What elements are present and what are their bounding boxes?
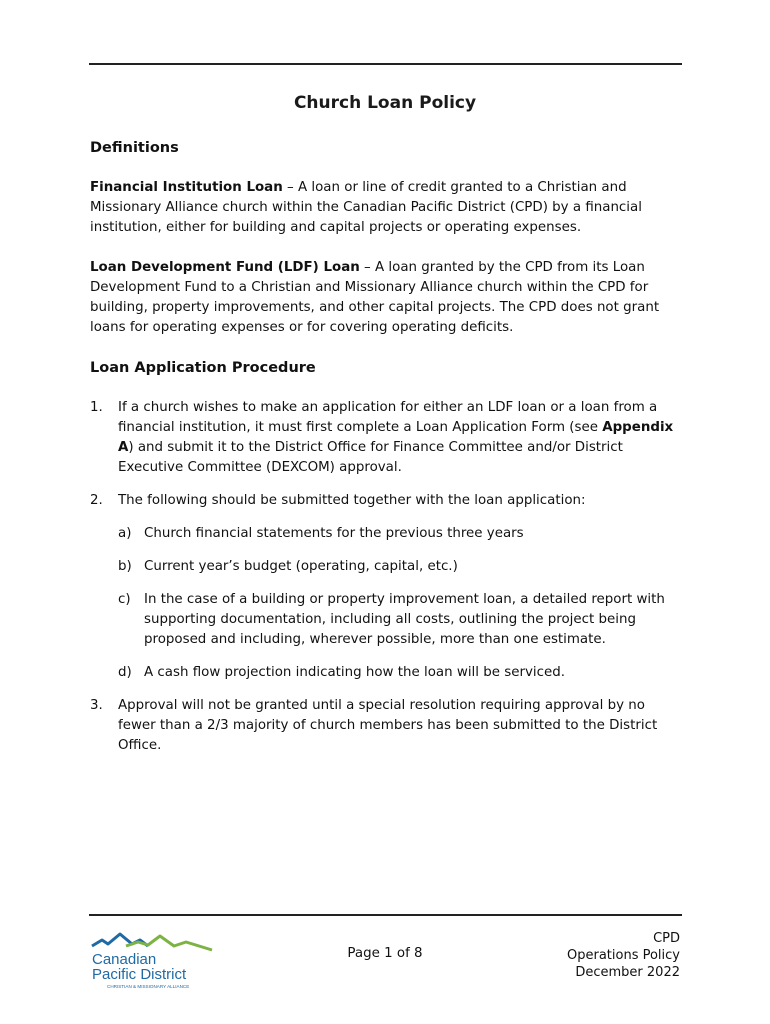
item-number: 1. bbox=[90, 400, 103, 415]
procedure-item-2 bbox=[90, 491, 680, 511]
item-text-part: ) and submit it to the District Office for Finance Committee and/or District Executive Committee (DEXCOM) approval. bbox=[118, 440, 623, 475]
canadian-pacific-district-logo bbox=[90, 932, 215, 992]
definition-text: – A loan or line of credit granted to a Christian and Missionary Alliance church within the Canadian Pacific District (CPD) by a financial institution, either for building and capital projects or operating expenses. bbox=[90, 180, 642, 235]
procedure-heading: Loan Application Procedure bbox=[90, 360, 316, 376]
sub-item-d bbox=[118, 663, 680, 683]
mountain-blue-icon bbox=[92, 934, 148, 946]
logo-line-2: Pacific District bbox=[92, 966, 187, 983]
definition-term: Loan Development Fund (LDF) Loan bbox=[90, 260, 360, 275]
sub-item-letter: b) bbox=[118, 559, 132, 574]
definition-term: Financial Institution Loan bbox=[90, 180, 283, 195]
footer-date: December 2022 bbox=[575, 965, 680, 980]
sub-item-letter: c) bbox=[118, 592, 131, 607]
sub-item-text: Current year’s budget (operating, capital, etc.) bbox=[144, 559, 458, 574]
item-body bbox=[118, 491, 680, 511]
procedure-item-1 bbox=[90, 398, 680, 478]
item-number: 2. bbox=[90, 493, 103, 508]
definition-financial-institution-loan bbox=[90, 178, 680, 238]
document-body bbox=[90, 138, 680, 769]
item-text-part: If a church wishes to make an application for either an LDF loan or a loan from a financial institution, it must first complete a Loan Application Form (see bbox=[118, 400, 658, 435]
procedure-section bbox=[90, 358, 680, 756]
footer-doc-type: Operations Policy bbox=[567, 948, 680, 963]
footer-org: CPD bbox=[653, 931, 680, 946]
sub-item-text: Church financial statements for the previous three years bbox=[144, 526, 524, 541]
sub-item-b bbox=[118, 557, 680, 577]
header-rule bbox=[89, 63, 682, 65]
logo-line-1: Canadian bbox=[92, 951, 157, 968]
appendix-reference: Appendix A bbox=[118, 420, 674, 455]
sub-item-text: In the case of a building or property improvement loan, a detailed report with supporting documentation, including all costs, outlining the project being proposed and including, wherever possible, more than one estimate. bbox=[144, 592, 665, 647]
procedure-item-3 bbox=[90, 696, 680, 756]
sub-item-c bbox=[118, 590, 680, 650]
sub-list bbox=[90, 524, 680, 683]
sub-item-text: A cash flow projection indicating how the loan will be serviced. bbox=[144, 665, 565, 680]
logo-line-3: CHRISTIAN & MISSIONARY ALLIANCE bbox=[107, 984, 190, 989]
definition-ldf-loan bbox=[90, 258, 680, 338]
sub-item-letter: a) bbox=[118, 526, 132, 541]
definition-text: – A loan granted by the CPD from its Loan Development Fund to a Christian and Missionary Alliance church within the CPD for building, property improvements, and other capital projects. The CPD does not grant loans for operating expenses or for covering operating deficits. bbox=[90, 260, 660, 335]
document-title: Church Loan Policy bbox=[293, 93, 477, 113]
item-text bbox=[118, 398, 680, 478]
item-text: Approval will not be granted until a special resolution requiring approval by no fewer than a 2/3 majority of church members has been submitted to the District Office. bbox=[118, 698, 658, 753]
footer-rule bbox=[89, 914, 682, 916]
definitions-heading: Definitions bbox=[90, 140, 179, 156]
page-number: Page 1 of 8 bbox=[347, 946, 423, 961]
item-number: 3. bbox=[90, 698, 103, 713]
definitions-section bbox=[90, 138, 680, 338]
footer-info bbox=[567, 930, 680, 981]
sub-item-a bbox=[118, 524, 680, 544]
item-text: The following should be submitted together with the loan application: bbox=[118, 493, 586, 508]
sub-item-letter: d) bbox=[118, 665, 132, 680]
